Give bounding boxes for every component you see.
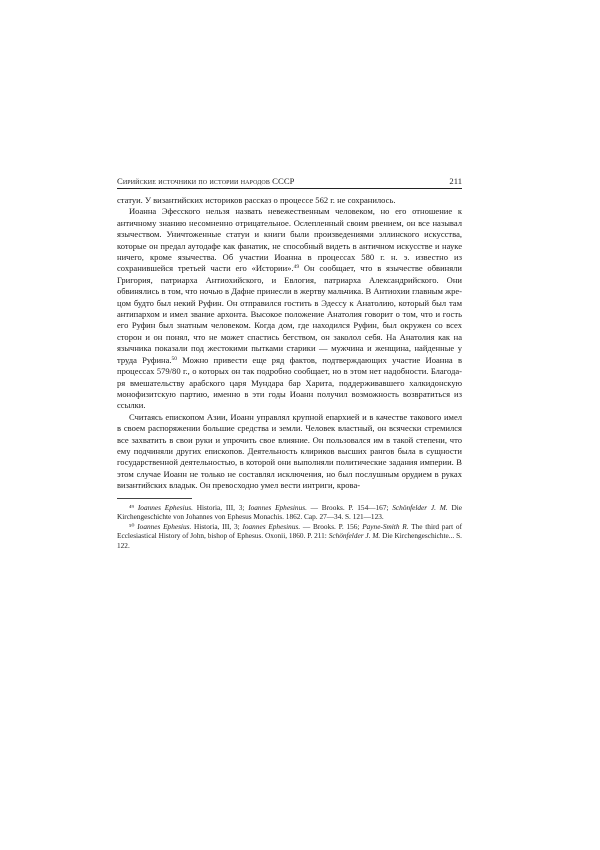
author-name: Ioannes Ephesius. <box>137 502 193 512</box>
author-name: Schönfelder J. M. <box>392 502 448 512</box>
text-run: Die Kirchengeschichte von Johannes von Ephesus Monachis. 1862. Cap. 27—34. S. 121—123. <box>117 502 462 522</box>
text-run: — Brooks. P. 154—167; <box>306 502 393 512</box>
footnotes <box>117 503 462 551</box>
footnote-ref: 49 <box>293 264 300 271</box>
author-name: Schönfelder J. M. <box>328 531 381 541</box>
paragraph <box>117 195 462 206</box>
paragraph <box>117 412 462 492</box>
book-page <box>117 176 462 551</box>
paragraph <box>117 206 462 411</box>
footnote <box>117 503 462 522</box>
text-run: ⁵⁰ <box>129 521 138 531</box>
author-name: Ioannes Ephesius. <box>137 521 192 531</box>
text-run: — Brooks. P. 156; <box>300 521 363 531</box>
author-name: Ioannes Ephesinus. <box>248 502 307 512</box>
text-run: Можно привести еще ряд фактов, подтверждающих участие Иоанна в процессах 579/80 г., о которых он так подробно сообщает, но в этом нет надобности. Благодаря вмешательству арабского царя Мундара бар Харита, поддерживавшего халкидонскую монофизитскую партию, именно в эти годы Иоанн получил возможность возвратиться из ссылки. <box>117 354 462 411</box>
text-run: ⁴⁹ <box>129 502 138 512</box>
text-run: Die Kirchengeschichte... S. 122. <box>117 531 462 550</box>
author-name: Payne-Smith R. <box>362 521 409 531</box>
footnote-ref: 50 <box>171 355 178 362</box>
body-text <box>117 195 462 492</box>
text-run: Иоанна Эфесского нельзя назвать невежественным человеком, но его отношение к античному знанию несомненно отрицательное. Ослепленный своим рвением, он все называл язычеством. Уничтоженные статуи и книги были произведениями эллинского искусства, которые он предал аутодафе как фанатик, не способный видеть в античном искусстве и науке ничего, кроме язычества. Об участии Иоанна в процессах 580 г. н. э. известно из сохранившейся третьей части его «Истории». <box>117 206 462 274</box>
text-run: статуи. У византийских историков рассказ о процессе 562 г. не сохранилось. <box>117 195 396 205</box>
running-title: Сирийские источники по истории народов СССР <box>117 176 295 186</box>
text-run: Считаясь епископом Азии, Иоанн управлял крупной епархией и в качестве такового имел в своем распоряжении большие средства и земли. Человек властный, он всячески стремился все захватить в свои руки и упрочить свое влияние. Он пользовался им в такой степени, что ему подчиняли других епископов. Деятельность клириков высших рангов была в сущности государственной деятельностью, в которой они выполняли политические задания империи. В этом случае Иоанн не только не составлял исключения, но был послушным орудием в руках византийских владык. Он превосходно умел вести интриги, крова- <box>117 411 462 491</box>
page-number: 211 <box>449 176 462 186</box>
text-run: Historia, III, 3; <box>191 521 243 531</box>
footnote-divider <box>117 498 192 499</box>
author-name: Ioannes Ephesinus. <box>242 521 301 531</box>
footnote <box>117 522 462 551</box>
text-run: The third part of Ecclesiastical History of John, bishop of Ephesus. Oxonii, 1860. P. 211: <box>117 521 462 541</box>
text-run: Он сообщает, что в язычестве обвиняли Григория, патриарха Антиохийского, и Евлогия, патриарха Александрийского. Они обвинялись в том, что ночью в Дафне принесли в жертву мальчика. В Антиохии главным жрецом будто был некий Руфин. Он отправился гостить в Эдессу к Анатолию, который был там антипархом и имел звание архонта. Высокое положение Анатолия говорит о том, что и гость его Руфин был знатным человеком. Когда дом, где находился Руфин, был окружен со всех сторон и он понял, что не может спастись бегством, он заколол себя. На Анатолия как на язычника показали под жестокими пытками старики — мужчина и женщина, найденные у труда Руфина. <box>117 263 463 365</box>
running-header <box>117 176 462 189</box>
text-run: Historia, III, 3; <box>192 502 249 512</box>
